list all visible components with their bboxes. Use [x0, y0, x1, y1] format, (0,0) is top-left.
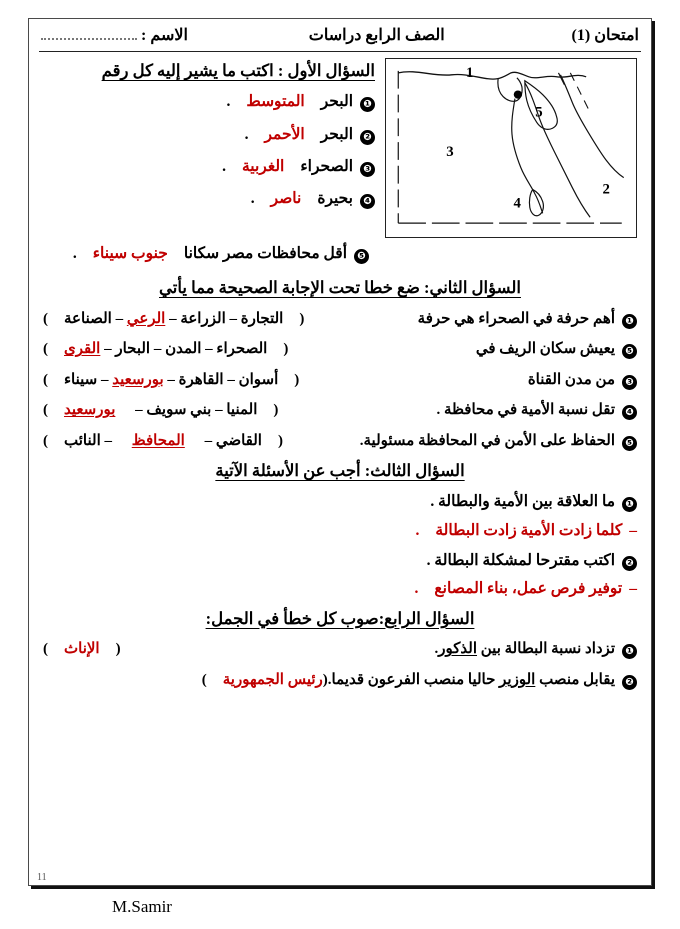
- q4-close-paren-1: ): [43, 641, 48, 658]
- q2-open-paren-2: (: [283, 341, 289, 358]
- q2-option-4-0[interactable]: المنيا: [226, 402, 258, 419]
- q4-after-1: .: [434, 641, 439, 658]
- q2-bullet-5: ❺: [622, 436, 637, 451]
- q4-close-paren-2: ): [201, 671, 207, 688]
- cairo-city-dot: [514, 90, 522, 98]
- q2-item-3: [43, 369, 637, 392]
- author-credit: M.Samir: [112, 897, 172, 916]
- red-sea-west-coast: [525, 83, 590, 217]
- page-header: [29, 19, 651, 51]
- q2-option-1-2[interactable]: الرعي: [126, 310, 166, 327]
- q2-prompt-3: من مدن القناة: [527, 371, 615, 388]
- q1-prefix-4: بحيرة: [317, 190, 353, 208]
- q2-option-5-2[interactable]: النائب: [64, 432, 101, 449]
- map-label-1: 1: [466, 64, 474, 81]
- q2-item-2: [43, 338, 637, 361]
- q2-open-paren-4: (: [273, 402, 279, 419]
- q2-option-4-1[interactable]: بني سويف: [146, 402, 212, 419]
- page-number: 11: [37, 872, 47, 883]
- q2-close-paren-1: ): [43, 310, 48, 327]
- q4-bullet-1: ❶: [622, 644, 637, 659]
- q3-answer-dash-1: –: [629, 521, 637, 539]
- q1-item-5: [43, 242, 637, 265]
- q1-suffix-3: .: [222, 157, 226, 175]
- q3-question-2: اكتب مقترحا لمشكلة البطالة .: [426, 551, 615, 569]
- q4-open-paren-2: (: [322, 671, 328, 688]
- egypt-map-figure: [385, 58, 637, 238]
- q2-item-4: [43, 399, 637, 422]
- q2-open-paren-5: (: [277, 432, 283, 449]
- q2-prompt-5: الحفاظ على الأمن في المحافظة مسئولية.: [359, 432, 615, 449]
- q2-option-3-1[interactable]: القاهرة: [178, 371, 224, 388]
- q4-before-1: تزداد نسبة البطالة بين: [480, 641, 615, 658]
- question-4-heading: السؤال الرابع:صوب كل خطأ في الجمل:: [205, 608, 475, 628]
- q1-bullet-3: ❸: [360, 162, 375, 177]
- q2-options-4: (المنيا – بني سويف – بورسعيد): [43, 402, 279, 419]
- q1-suffix-1: .: [226, 93, 231, 111]
- q1-text-4: [251, 187, 353, 210]
- q4-correction-2: رئيس الجمهورية: [222, 671, 323, 688]
- q4-bullet-2: ❷: [622, 675, 637, 690]
- question-1-column: [43, 58, 375, 219]
- q2-option-2-3[interactable]: القرى: [64, 341, 101, 358]
- q1-item-2: [43, 123, 375, 146]
- q1-prefix-3: الصحراء: [300, 157, 353, 175]
- q4-item-1: [43, 638, 637, 661]
- q2-option-3-3[interactable]: سيناء: [64, 371, 98, 388]
- q3-answer-row-1: [43, 521, 637, 540]
- q2-prompt-1: أهم حرفة في الصحراء هي حرفة: [417, 310, 615, 327]
- q1-answer-4: ناصر: [270, 190, 302, 208]
- q2-options-3: (أسوان – القاهرة – بورسعيد – سيناء): [43, 371, 300, 388]
- question-1-heading: السؤال الأول : اكتب ما يشير إليه كل رقم: [101, 61, 375, 80]
- mediterranean-coastline: [398, 72, 586, 79]
- question-4-block: [43, 608, 637, 691]
- q2-close-paren-4: ): [43, 402, 48, 419]
- q2-close-paren-3: ): [43, 371, 48, 388]
- q4-open-paren-1: (: [115, 641, 121, 658]
- q3-question-1: ما العلاقة بين الأمية والبطالة .: [430, 493, 615, 511]
- q3-answer-dash-2: –: [629, 579, 637, 597]
- q2-bullet-3: ❸: [622, 375, 637, 390]
- q2-option-3-0[interactable]: أسوان: [238, 371, 279, 388]
- q1-text-5: [73, 242, 347, 265]
- q1-bullet-1: ❶: [360, 97, 375, 112]
- q2-open-paren-3: (: [294, 371, 300, 388]
- aqaba-tip-line: [558, 73, 564, 85]
- q4-sentence-2: [202, 669, 615, 692]
- q1-item-3: [43, 155, 375, 178]
- grade-subject-title: الصف الرابع دراسات: [308, 27, 445, 44]
- q1-prefix-5: أقل محافظات مصر سكانا: [183, 245, 347, 262]
- q2-prompt-2: يعيش سكان الريف في: [475, 341, 615, 358]
- q1-answer-2: الأحمر: [264, 125, 305, 143]
- q4-before-2: يقابل منصب: [539, 671, 615, 688]
- q2-open-paren-1: (: [299, 310, 305, 327]
- q1-bullet-2: ❷: [360, 130, 375, 145]
- q1-suffix-4: .: [250, 190, 255, 208]
- q1-suffix-5: .: [72, 245, 77, 262]
- q1-text-1: [226, 90, 353, 113]
- q3-item-2: [43, 549, 637, 572]
- q3-answer-suffix-2: .: [414, 579, 419, 597]
- q2-close-paren-5: ): [43, 432, 48, 449]
- student-name-field[interactable]: [41, 25, 188, 45]
- q2-close-paren-2: ): [43, 341, 48, 358]
- q2-item-5: [43, 430, 637, 453]
- q1-answer-1: المتوسط: [246, 93, 305, 111]
- q2-item-1: [43, 308, 637, 331]
- q1-bullet-5: ❺: [354, 249, 369, 264]
- q2-option-5-0[interactable]: القاضي: [215, 432, 262, 449]
- student-name-label: الاسم :: [141, 27, 188, 44]
- q2-options-1: (التجارة – الزراعة – الرعي – الصناعة): [43, 310, 305, 327]
- map-label-5: 5: [535, 104, 543, 121]
- q1-prefix-2: البحر: [320, 125, 353, 143]
- map-label-4: 4: [513, 195, 521, 212]
- q2-option-2-2[interactable]: البحار: [115, 341, 151, 358]
- lake-nasser-outline: [529, 190, 543, 216]
- q4-sentence-1: [435, 638, 615, 661]
- q1-item-1: [43, 90, 375, 113]
- q2-option-3-2[interactable]: بورسعيد: [112, 371, 164, 388]
- q3-answer-row-2: [43, 579, 637, 598]
- question-2-block: [43, 277, 637, 452]
- q3-item-1: [43, 490, 637, 513]
- q1-text-2: [245, 123, 353, 146]
- q1-bullet-4: ❹: [360, 194, 375, 209]
- q2-option-5-1[interactable]: المحافظ: [131, 432, 185, 449]
- map-label-2: 2: [602, 181, 610, 198]
- q1-answer-5: جنوب سيناء: [92, 245, 168, 262]
- q2-options-2: (الصحراء – المدن – البحار – القرى): [43, 341, 289, 358]
- q3-bullet-1: ❶: [622, 497, 637, 512]
- exam-title: امتحان (1): [571, 27, 639, 44]
- egypt-map-svg: [386, 59, 636, 237]
- q4-correction-group-1: [43, 638, 121, 661]
- q1-suffix-2: .: [244, 125, 249, 143]
- map-label-3: 3: [446, 143, 454, 160]
- q4-item-2: [43, 669, 637, 692]
- q3-bullet-2: ❷: [622, 556, 637, 571]
- q2-bullet-1: ❶: [622, 314, 637, 329]
- q2-option-4-2[interactable]: بورسعيد: [64, 402, 116, 419]
- q3-answer-suffix-1: .: [415, 521, 420, 539]
- student-name-blank-line[interactable]: [41, 27, 137, 40]
- gulf-of-aqaba-line: [560, 75, 623, 178]
- q4-wrong-word-2: الوزير: [499, 671, 536, 688]
- q1-item-4: [43, 187, 375, 210]
- q3-answer-text-2: توفير فرص عمل، بناء المصانع: [434, 579, 623, 597]
- q2-prompt-4: تقل نسبة الأمية في محافظة .: [436, 402, 615, 419]
- q1-answer-3: الغربية: [242, 157, 285, 175]
- question-3-heading: السؤال الثالث: أجب عن الأسئلة الآتية: [215, 461, 465, 481]
- q4-after-2: حاليا منصب الفرعون قديما.: [327, 671, 496, 688]
- exam-page-sheet: [28, 18, 652, 886]
- q2-option-1-3[interactable]: الصناعة: [64, 310, 112, 327]
- question-2-heading: السؤال الثاني: ضع خطا تحت الإجابة الصحيحة مما يأتي: [159, 278, 521, 298]
- question-3-block: [43, 460, 637, 598]
- q1-text-3: [222, 155, 353, 178]
- q2-options-5: (القاضي – المحافظ – النائب): [43, 432, 283, 449]
- q3-answer-text-1: كلما زادت الأمية زادت البطالة: [435, 521, 623, 539]
- q2-option-2-1[interactable]: المدن: [165, 341, 202, 358]
- q2-option-2-0[interactable]: الصحراء: [216, 341, 268, 358]
- q2-option-1-0[interactable]: التجارة: [240, 310, 284, 327]
- q1-prefix-1: البحر: [320, 93, 353, 111]
- q2-bullet-2: ❺: [622, 344, 637, 359]
- q4-correction-1: الإناث: [64, 641, 100, 658]
- question-1-block: [43, 58, 637, 238]
- q2-bullet-4: ❹: [622, 405, 637, 420]
- q2-option-1-1[interactable]: الزراعة: [180, 310, 226, 327]
- q4-wrong-word-1: الذكور: [438, 641, 478, 658]
